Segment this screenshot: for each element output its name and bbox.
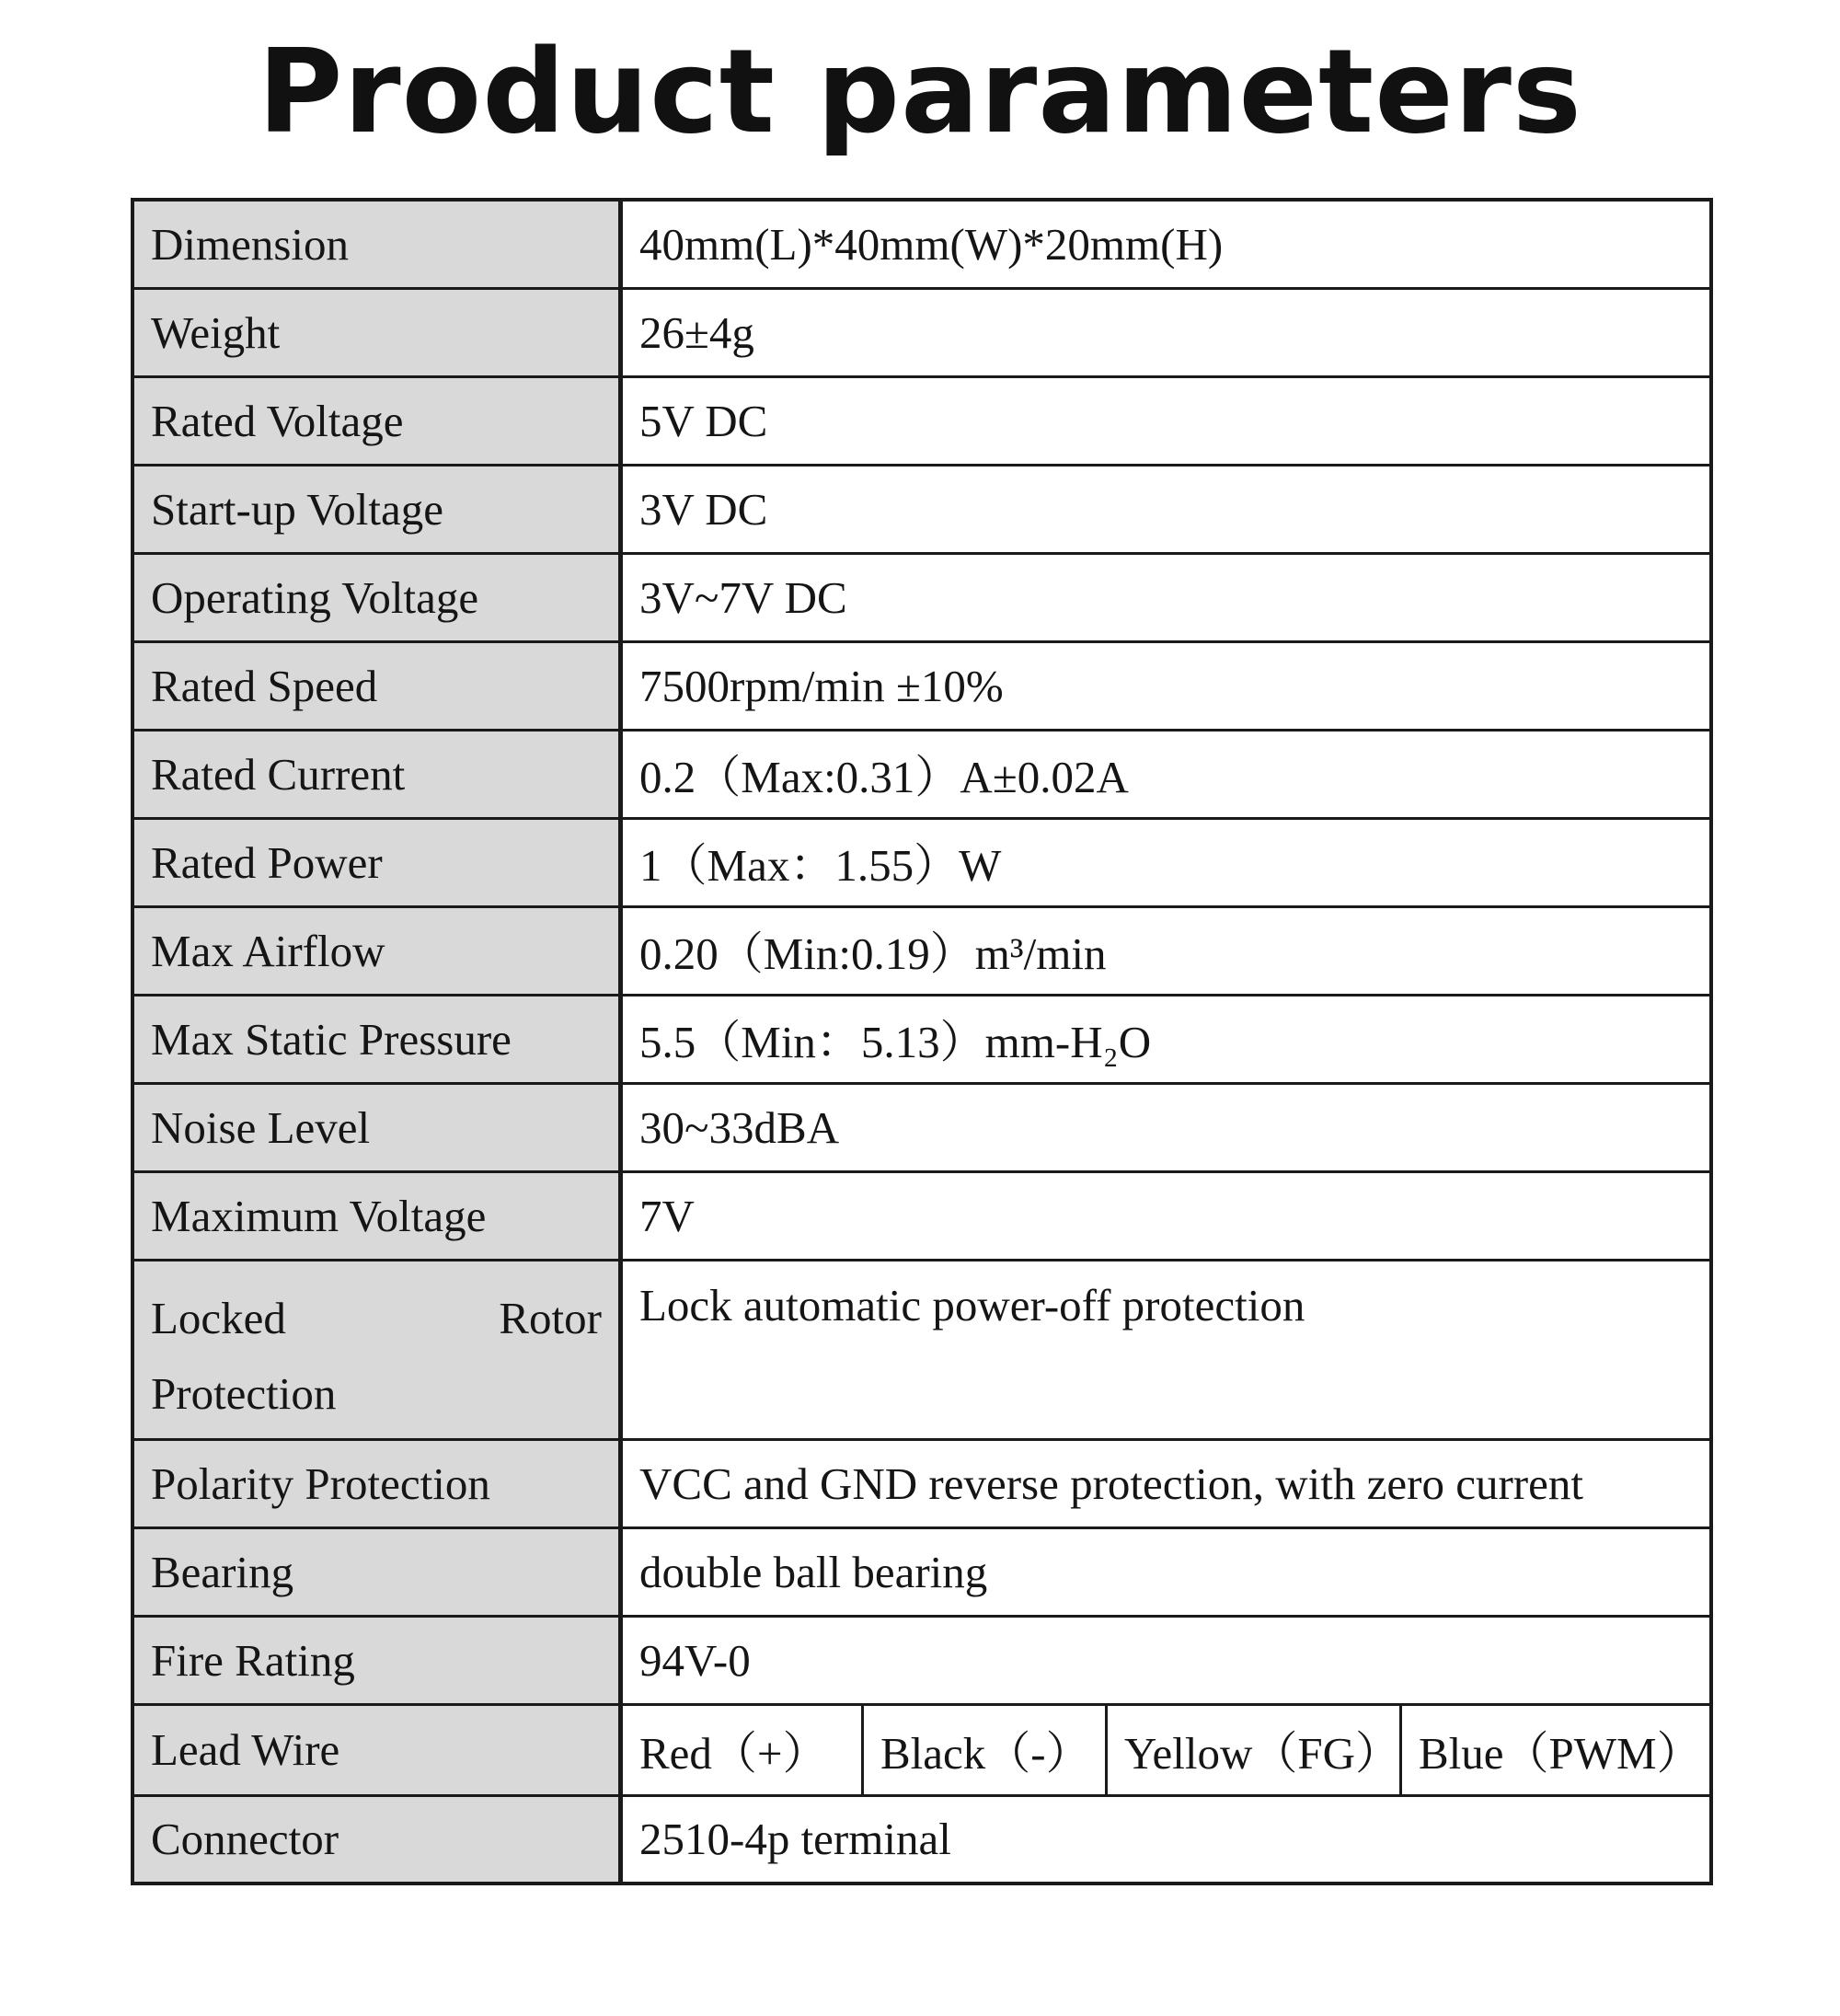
table-row — [132, 818, 1711, 906]
table-row — [132, 1704, 1711, 1795]
param-label-word: Locked — [151, 1292, 286, 1343]
table-row — [132, 1171, 1711, 1260]
lead-wire-black: Black（-） — [864, 1706, 1108, 1794]
lead-wire-list — [623, 1706, 1709, 1794]
param-label — [132, 1260, 621, 1439]
param-value: 40mm(L)*40mm(W)*20mm(H) — [621, 200, 1712, 288]
param-label: Connector — [132, 1795, 621, 1884]
table-row — [132, 1260, 1711, 1439]
param-label: Polarity Protection — [132, 1439, 621, 1527]
param-label: Lead Wire — [132, 1704, 621, 1795]
table-row — [132, 1616, 1711, 1704]
param-value: double ball bearing — [621, 1527, 1712, 1616]
param-label: Dimension — [132, 200, 621, 288]
spec-table — [131, 198, 1713, 1885]
param-value: 94V-0 — [621, 1616, 1712, 1704]
param-label-line2: Protection — [151, 1367, 337, 1419]
page-title: Product parameters — [258, 24, 1582, 159]
param-label-wrap — [151, 1274, 618, 1438]
table-row — [132, 1795, 1711, 1884]
table-row — [132, 376, 1711, 465]
param-value: 1（Max：1.55）W — [621, 818, 1712, 906]
table-row — [132, 641, 1711, 730]
lead-wire-red: Red（+） — [623, 1706, 864, 1794]
table-row — [132, 730, 1711, 818]
param-label: Rated Current — [132, 730, 621, 818]
param-label: Weight — [132, 288, 621, 376]
table-row — [132, 1083, 1711, 1171]
param-label: Start-up Voltage — [132, 465, 621, 553]
param-value: 26±4g — [621, 288, 1712, 376]
param-value: 30~33dBA — [621, 1083, 1712, 1171]
table-row — [132, 465, 1711, 553]
param-label: Max Static Pressure — [132, 995, 621, 1083]
table-row — [132, 288, 1711, 376]
param-label: Maximum Voltage — [132, 1171, 621, 1260]
param-label: Bearing — [132, 1527, 621, 1616]
param-label: Rated Power — [132, 818, 621, 906]
table-row — [132, 200, 1711, 288]
param-label-word: Rotor — [499, 1292, 602, 1343]
param-value: 3V~7V DC — [621, 553, 1712, 641]
param-value: 5V DC — [621, 376, 1712, 465]
table-row — [132, 995, 1711, 1083]
param-label: Max Airflow — [132, 906, 621, 995]
param-value: 0.2（Max:0.31）A±0.02A — [621, 730, 1712, 818]
param-label: Rated Speed — [132, 641, 621, 730]
param-label: Fire Rating — [132, 1616, 621, 1704]
param-value: 0.20（Min:0.19）m³/min — [621, 906, 1712, 995]
param-value: 7500rpm/min ±10% — [621, 641, 1712, 730]
table-row — [132, 1439, 1711, 1527]
param-label: Operating Voltage — [132, 553, 621, 641]
table-row — [132, 1527, 1711, 1616]
param-label: Noise Level — [132, 1083, 621, 1171]
param-value: 5.5（Min：5.13）mm-H₂O — [621, 995, 1712, 1083]
param-value: Lock automatic power-off protection — [621, 1260, 1712, 1439]
param-value: 2510-4p terminal — [621, 1795, 1712, 1884]
lead-wire-yellow: Yellow（FG） — [1108, 1706, 1402, 1794]
param-value: 3V DC — [621, 465, 1712, 553]
table-row — [132, 553, 1711, 641]
param-value: 7V — [621, 1171, 1712, 1260]
table-row — [132, 906, 1711, 995]
param-label: Rated Voltage — [132, 376, 621, 465]
lead-wire-blue: Blue（PWM） — [1419, 1727, 1702, 1779]
lead-wire-cell — [621, 1704, 1712, 1795]
param-value: VCC and GND reverse protection, with zero current — [621, 1439, 1712, 1527]
